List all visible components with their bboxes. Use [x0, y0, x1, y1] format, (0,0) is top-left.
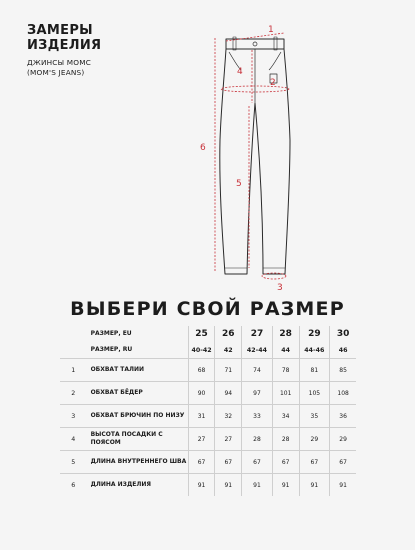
- subtitle-line-2: (MOM'S JEANS): [27, 68, 85, 77]
- measurements-title: [27, 23, 101, 53]
- measurement-markers: [200, 25, 283, 293]
- size-ru-40-42: 40-42: [188, 342, 215, 359]
- cell-value: 67: [299, 451, 330, 474]
- row-number: 3: [60, 405, 87, 428]
- size-eu-30: 30: [330, 326, 356, 342]
- cell-value: 67: [330, 451, 356, 474]
- size-header-eu: [60, 326, 356, 342]
- row-label: ОБХВАТ БРЮЧИН ПО НИЗУ: [87, 405, 189, 428]
- size-ru-44-46: 44-46: [299, 342, 330, 359]
- title-line-2: ИЗДЕЛИЯ: [27, 38, 102, 53]
- row-number: 5: [60, 451, 87, 474]
- cell-value: 35: [299, 405, 330, 428]
- table-row: [60, 451, 356, 474]
- size-eu-27: 27: [242, 326, 273, 342]
- cell-value: 78: [272, 359, 299, 382]
- size-eu-label: РАЗМЕР, EU: [90, 330, 132, 337]
- cell-value: 32: [215, 405, 242, 428]
- cell-value: 91: [272, 474, 299, 497]
- waistband: [226, 39, 284, 49]
- cell-value: 33: [242, 405, 273, 428]
- cell-value: 85: [330, 359, 356, 382]
- cell-value: 74: [242, 359, 273, 382]
- cell-value: 27: [188, 428, 215, 451]
- cell-value: 31: [188, 405, 215, 428]
- size-eu-28: 28: [272, 326, 299, 342]
- cell-value: 108: [330, 382, 356, 405]
- cell-value: 68: [188, 359, 215, 382]
- cell-value: 81: [299, 359, 330, 382]
- choose-size-headline: ВЫБЕРИ СВОЙ РАЗМЕР: [70, 298, 345, 320]
- row-label: ВЫСОТА ПОСАДКИ С ПОЯСОМ: [87, 428, 189, 451]
- cell-value: 28: [272, 428, 299, 451]
- cell-value: 28: [242, 428, 273, 451]
- row-label: ОБХВАТ ТАЛИИ: [87, 359, 189, 382]
- size-header-ru: [60, 342, 356, 359]
- size-ru-label: РАЗМЕР, RU: [90, 346, 133, 353]
- marker-5: 5: [236, 179, 242, 189]
- cell-value: 71: [215, 359, 242, 382]
- cell-value: 97: [242, 382, 273, 405]
- cell-value: 34: [272, 405, 299, 428]
- marker-3: 3: [277, 283, 283, 293]
- cell-value: 91: [299, 474, 330, 497]
- cell-value: 29: [299, 428, 330, 451]
- table-row: [60, 405, 356, 428]
- size-eu-25: 25: [188, 326, 215, 342]
- jeans-left-leg: [220, 49, 255, 274]
- row-number: 1: [60, 359, 87, 382]
- subtitle-line-1: ДЖИНСЫ MOMC: [27, 58, 91, 67]
- cell-value: 91: [330, 474, 356, 497]
- marker-1: 1: [268, 25, 274, 35]
- row-label: ОБХВАТ БЁДЕР: [87, 382, 189, 405]
- row-label: ДЛИНА ИЗДЕЛИЯ: [87, 474, 189, 497]
- cell-value: 36: [330, 405, 356, 428]
- size-ru-42: 42: [215, 342, 242, 359]
- jeans-outline: [220, 37, 290, 274]
- cell-value: 67: [188, 451, 215, 474]
- marker-4: 4: [237, 67, 243, 77]
- front-pocket-right: [269, 52, 281, 70]
- table-row: [60, 382, 356, 405]
- size-eu-26: 26: [215, 326, 242, 342]
- cell-value: 101: [272, 382, 299, 405]
- table-row: [60, 359, 356, 382]
- cell-value: 91: [242, 474, 273, 497]
- size-ru-44: 44: [272, 342, 299, 359]
- cell-value: 105: [299, 382, 330, 405]
- cell-value: 67: [242, 451, 273, 474]
- cell-value: 91: [215, 474, 242, 497]
- marker-2: 2: [270, 78, 276, 88]
- row-number: 6: [60, 474, 87, 497]
- cell-value: 29: [330, 428, 356, 451]
- waist-button: [253, 42, 257, 46]
- cell-value: 27: [215, 428, 242, 451]
- title-line-1: ЗАМЕРЫ: [27, 23, 93, 38]
- cell-value: 90: [188, 382, 215, 405]
- cell-value: 91: [188, 474, 215, 497]
- row-number: 2: [60, 382, 87, 405]
- table-row: [60, 474, 356, 497]
- product-subtitle: [27, 58, 91, 78]
- size-ru-42-44: 42-44: [242, 342, 273, 359]
- cell-value: 67: [272, 451, 299, 474]
- cell-value: 94: [215, 382, 242, 405]
- size-ru-46: 46: [330, 342, 356, 359]
- row-number: 4: [60, 428, 87, 451]
- table-row: [60, 428, 356, 451]
- marker-6: 6: [200, 143, 206, 153]
- row-label: ДЛИНА ВНУТРЕННЕГО ШВА: [87, 451, 189, 474]
- size-eu-29: 29: [299, 326, 330, 342]
- size-table: [60, 326, 356, 496]
- cell-value: 67: [215, 451, 242, 474]
- jeans-measurement-diagram: [190, 18, 320, 296]
